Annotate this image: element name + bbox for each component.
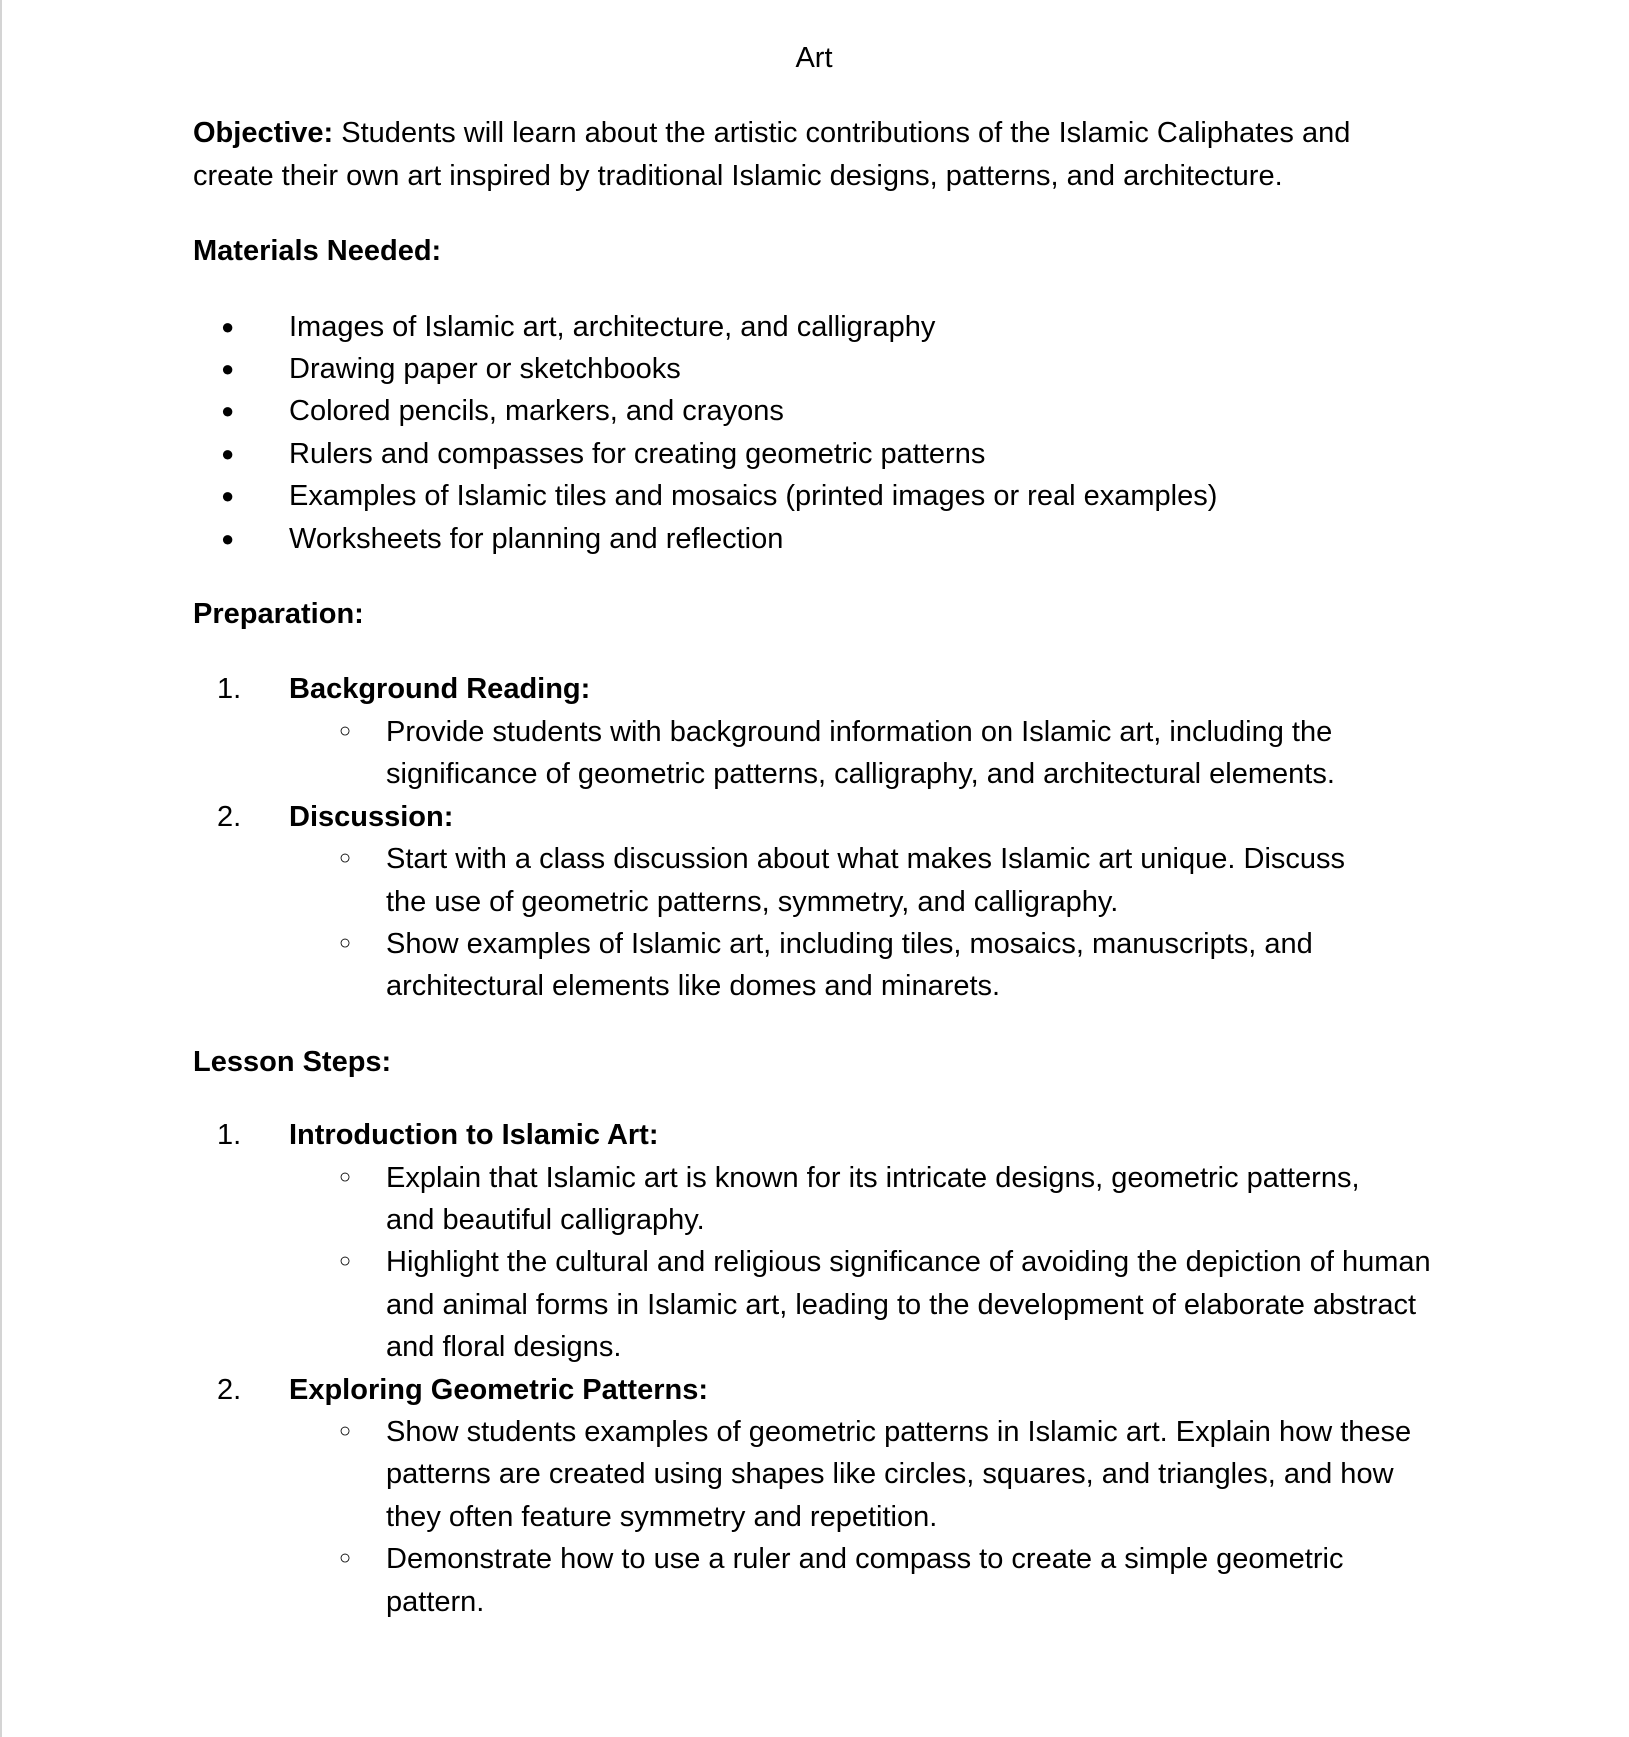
- hollow-bullet-icon: ○: [339, 1250, 352, 1273]
- sub-item: [193, 1241, 1443, 1368]
- item-number: 2.: [217, 1373, 242, 1406]
- objective-text: Students will learn about the artistic contributions of the Islamic Caliphates and create their own art inspired by traditional Islamic designs, patterns, and architecture.: [193, 117, 1351, 192]
- bullet-icon: ●: [221, 356, 235, 382]
- sub-item-text: Highlight the cultural and religious significance of avoiding the depiction of human and animal forms in Islamic art, leading to the development of elaborate abstract and floral designs.: [386, 1246, 1431, 1364]
- objective-paragraph: [193, 112, 1433, 197]
- bullet-icon: ●: [221, 440, 235, 466]
- materials-heading: Materials Needed:: [193, 235, 442, 268]
- preparation-list: [193, 668, 1443, 1007]
- numbered-item: [193, 796, 1443, 838]
- list-item: [193, 348, 1443, 390]
- preparation-heading: Preparation:: [193, 598, 364, 631]
- numbered-item: [193, 1369, 1443, 1411]
- item-title: Introduction to Islamic Art:: [289, 1119, 659, 1152]
- hollow-bullet-icon: ○: [339, 1547, 352, 1570]
- item-text: Images of Islamic art, architecture, and calligraphy: [289, 310, 936, 343]
- document-page: [193, 37, 1443, 1623]
- item-number: 1.: [217, 673, 242, 706]
- sub-item: [193, 923, 1443, 1008]
- item-text: Drawing paper or sketchbooks: [289, 353, 681, 386]
- sub-item-text: Explain that Islamic art is known for its intricate designs, geometric patterns, and beautiful calligraphy.: [386, 1161, 1360, 1236]
- bullet-icon: ●: [221, 483, 235, 509]
- title-text: Art: [795, 42, 833, 74]
- bullet-icon: ●: [221, 398, 235, 424]
- hollow-bullet-icon: ○: [339, 847, 352, 870]
- sub-item: [193, 1157, 1443, 1242]
- item-title: Background Reading:: [289, 673, 591, 706]
- sub-item-text: Start with a class discussion about what makes Islamic art unique. Discuss the use of geometric patterns, symmetry, and calligraphy.: [386, 843, 1346, 918]
- lesson-steps-heading: Lesson Steps:: [193, 1045, 392, 1078]
- item-text: Rulers and compasses for creating geometric patterns: [289, 437, 986, 470]
- document-title: [193, 37, 1443, 79]
- objective-label: Objective:: [193, 117, 334, 150]
- item-text: Colored pencils, markers, and crayons: [289, 395, 784, 428]
- list-item: [193, 306, 1443, 348]
- hollow-bullet-icon: ○: [339, 1165, 352, 1188]
- sub-item: [193, 838, 1443, 923]
- sub-item: [193, 1411, 1443, 1538]
- numbered-item: [193, 1114, 1443, 1156]
- lesson-steps-list: [193, 1114, 1443, 1623]
- hollow-bullet-icon: ○: [339, 719, 352, 742]
- sub-item: [193, 1538, 1443, 1623]
- materials-list: [193, 306, 1443, 560]
- numbered-item: [193, 668, 1443, 710]
- list-item: [193, 433, 1443, 475]
- item-text: Examples of Islamic tiles and mosaics (printed images or real examples): [289, 480, 1218, 513]
- bullet-icon: ●: [221, 313, 235, 339]
- page-edge: [0, 0, 2, 1737]
- hollow-bullet-icon: ○: [339, 1419, 352, 1442]
- list-item: [193, 518, 1443, 560]
- bullet-icon: ●: [221, 525, 235, 551]
- sub-item-text: Demonstrate how to use a ruler and compass to create a simple geometric pattern.: [386, 1543, 1344, 1618]
- sub-item-text: Show examples of Islamic art, including tiles, mosaics, manuscripts, and architectural elements like domes and minarets.: [386, 927, 1313, 1003]
- item-title: Discussion:: [289, 800, 454, 833]
- sub-item: [193, 711, 1443, 796]
- sub-item-text: Show students examples of geometric patterns in Islamic art. Explain how these patterns are created using shapes like circles, squares, and triangles, and how they often feature symmetry and repetition.: [386, 1415, 1412, 1533]
- list-item: [193, 475, 1443, 517]
- item-number: 1.: [217, 1119, 242, 1152]
- hollow-bullet-icon: ○: [339, 931, 352, 954]
- sub-item-text: Provide students with background information on Islamic art, including the significance of geometric patterns, calligraphy, and architectural elements.: [386, 715, 1335, 791]
- item-title: Exploring Geometric Patterns:: [289, 1373, 708, 1406]
- list-item: [193, 390, 1443, 432]
- item-number: 2.: [217, 800, 242, 833]
- item-text: Worksheets for planning and reflection: [289, 522, 784, 555]
